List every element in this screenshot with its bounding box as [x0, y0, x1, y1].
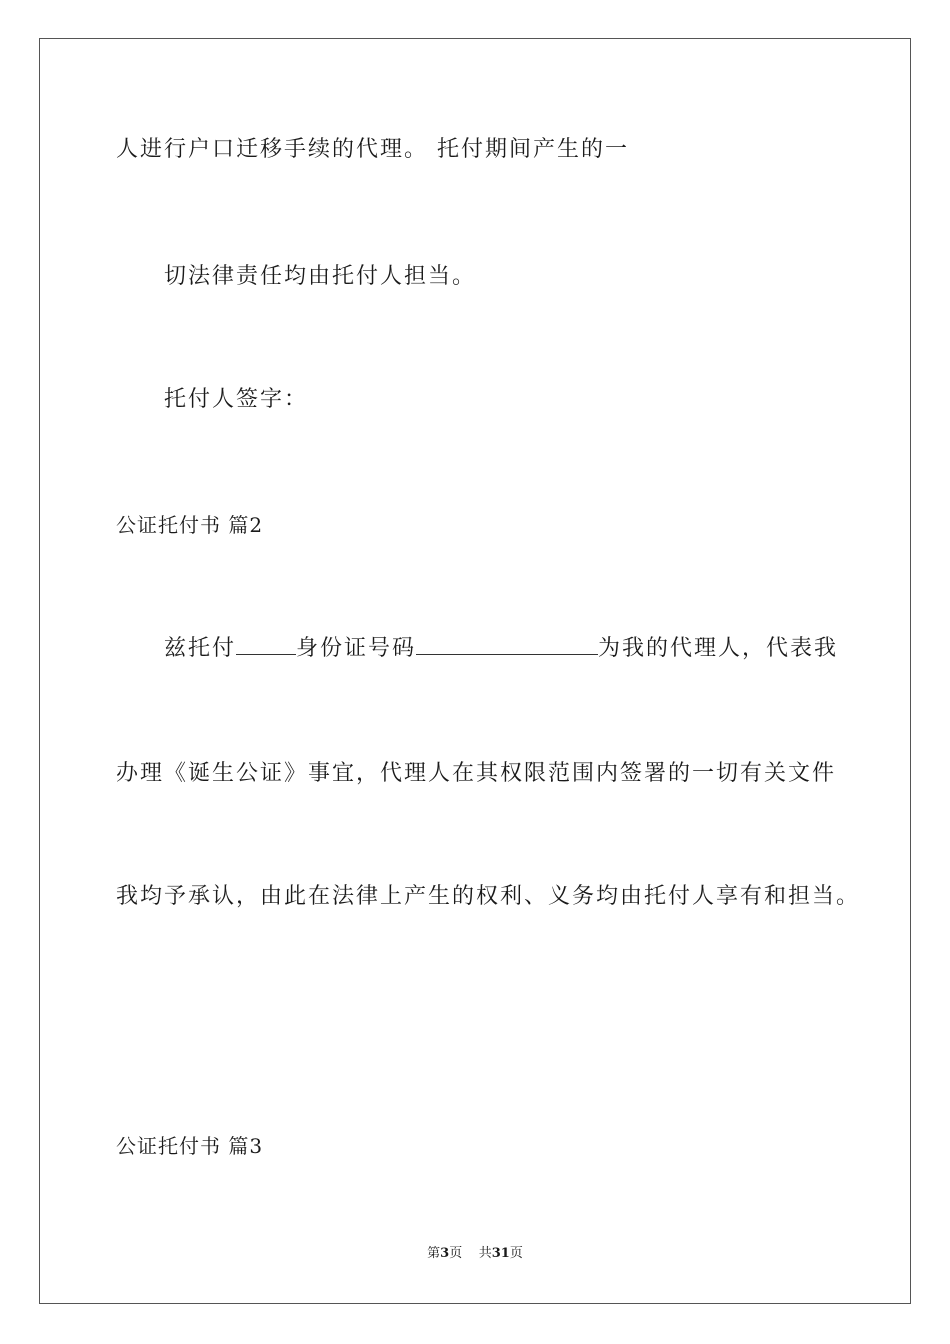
paragraph-line: 办理《诞生公证》事宜，代理人在其权限范围内签署的一切有关文件: [116, 761, 837, 786]
blank-field-id-number: [416, 636, 598, 655]
text-fragment: 兹托付: [164, 636, 237, 661]
text-fragment: 为我的代理人，代表我: [598, 636, 839, 661]
page-footer: [0, 1246, 950, 1262]
footer-page-suffix: 页: [449, 1246, 463, 1261]
footer-total-pages: 31: [491, 1246, 510, 1261]
footer-page-number: 3: [440, 1246, 450, 1261]
paragraph-line: [164, 636, 838, 662]
text-fragment: 身份证号码: [296, 636, 417, 661]
blank-field-name: [236, 636, 296, 655]
paragraph-line: 我均予承认，由此在法律上产生的权利、义务均由托付人享有和担当。: [116, 884, 861, 909]
paragraph-line: 切法律责任均由托付人担当。: [164, 264, 477, 289]
footer-total-suffix: 页: [509, 1246, 523, 1261]
section-heading: 公证托付书 篇2: [116, 513, 264, 537]
paragraph-line: 人进行户口迁移手续的代理。 托付期间产生的一: [116, 137, 629, 162]
footer-page-prefix: 第: [427, 1246, 441, 1261]
footer-total-prefix: 共: [478, 1246, 492, 1261]
signature-label: 托付人签字：: [164, 387, 309, 412]
section-heading: 公证托付书 篇3: [116, 1134, 264, 1158]
page-border: [39, 38, 911, 1304]
